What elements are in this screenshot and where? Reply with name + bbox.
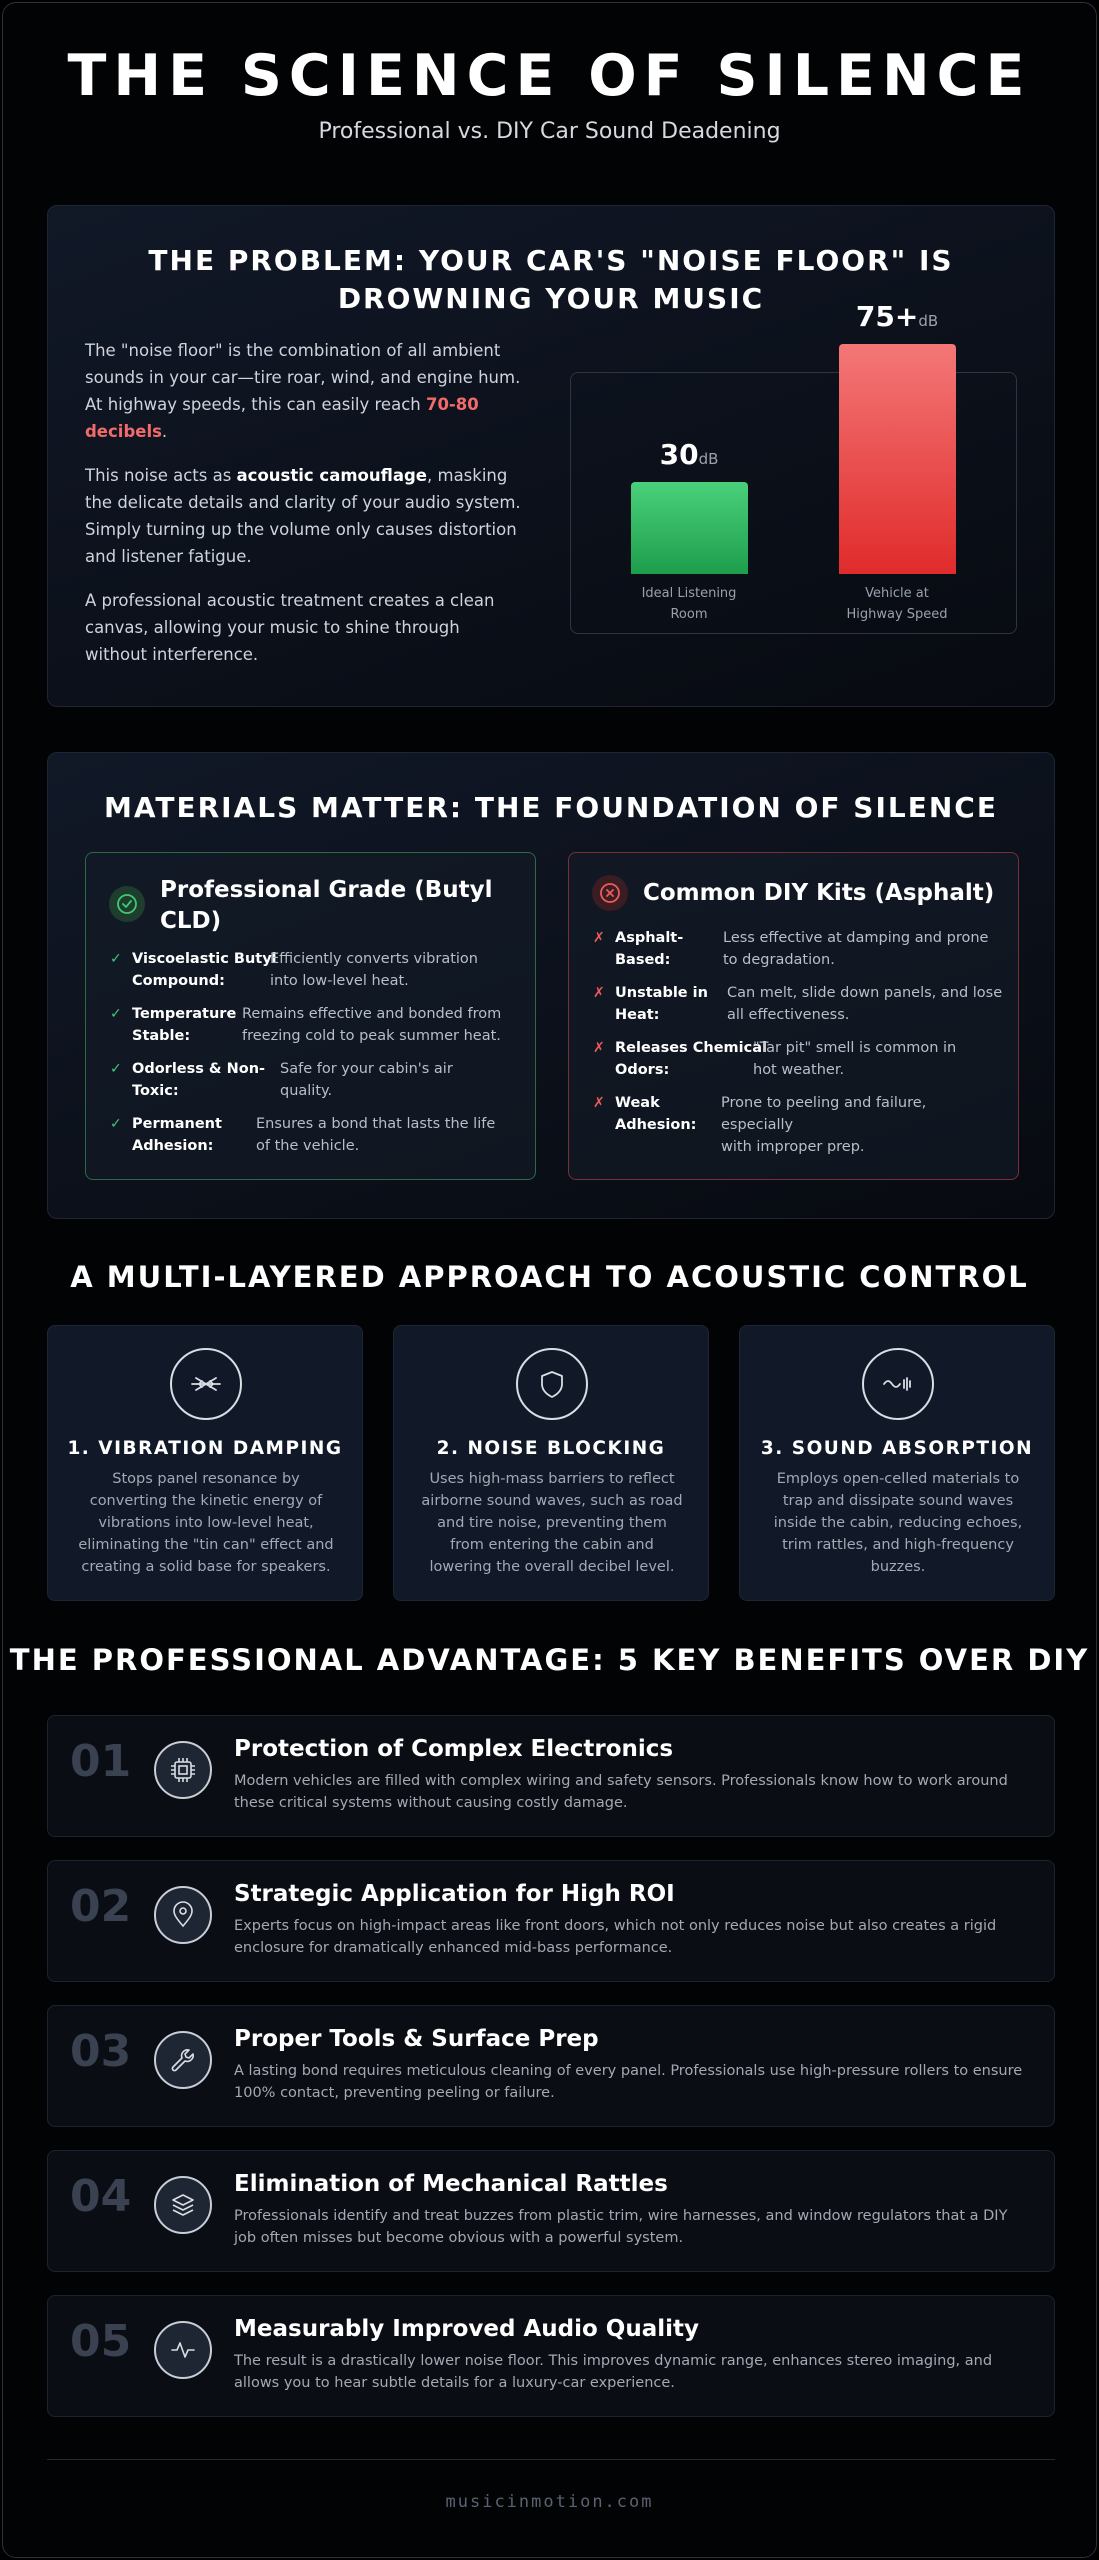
feature-name xyxy=(132,1058,265,1102)
benefit-title: Elimination of Mechanical Rattles xyxy=(234,2171,668,2197)
feature-desc-line: to degradation. xyxy=(723,952,835,968)
feature-name-line: Odors: xyxy=(615,1062,670,1078)
benefit-item-01 xyxy=(47,1715,1055,1837)
feature-desc-line: Less effective at damping and prone xyxy=(723,930,989,946)
feature-desc-line: into low-level heat. xyxy=(270,973,409,989)
problem-p1-end: . xyxy=(161,422,168,441)
layers-section-title: A MULTI-LAYERED APPROACH TO ACOUSTIC CONTROL xyxy=(70,1260,1029,1294)
layer-desc-line: from entering the cabin and xyxy=(450,1537,654,1553)
location-pin-icon xyxy=(154,1886,212,1944)
layer-desc-sound-absorption xyxy=(762,1468,1034,1578)
feature-name-line: Heat: xyxy=(615,1007,660,1023)
benefit-item-03 xyxy=(47,2005,1055,2127)
feature-description xyxy=(723,927,988,971)
feature-desc-line: Safe for your cabin's air xyxy=(280,1061,453,1077)
layer-desc-line: trap and dissipate sound waves xyxy=(782,1493,1014,1509)
problem-paragraph-2 xyxy=(85,462,525,570)
feature-name xyxy=(615,1037,767,1081)
benefit-description xyxy=(234,1770,1034,1814)
layer-desc-line: and tire noise, preventing them xyxy=(437,1515,667,1531)
bar-category-label xyxy=(599,583,779,625)
benefit-desc-line: A lasting bond requires meticulous cleaning of every panel. Professionals use high-pressure rollers to ensure xyxy=(234,2063,1023,2079)
layer-desc-line: airborne sound waves, such as road xyxy=(421,1493,683,1509)
layer-card-vibration-damping xyxy=(47,1325,363,1601)
benefit-desc-line: Experts focus on high-impact areas like front doors, which not only reduces noise but also creates a rigid xyxy=(234,1918,997,1934)
feature-description xyxy=(280,1058,453,1102)
diy-kits-card xyxy=(568,852,1019,1180)
sound-wave-icon xyxy=(862,1348,934,1420)
problem-paragraph-1 xyxy=(85,337,525,445)
layer-desc-line: creating a solid base for speakers. xyxy=(81,1559,331,1575)
feature-description xyxy=(256,1113,495,1157)
feature-name-line: Unstable in xyxy=(615,985,708,1001)
layer-desc-line: eliminating the "tin can" effect and xyxy=(78,1537,334,1553)
layer-desc-line: converting the kinetic energy of xyxy=(89,1493,323,1509)
benefit-description xyxy=(234,1915,1034,1959)
layer-desc-line: Uses high-mass barriers to reflect xyxy=(429,1471,675,1487)
footer-divider xyxy=(47,2459,1055,2460)
problem-p1-text: The "noise floor" is the combination of all ambient sounds in your car—tire roar, wind, and engine hum. At highway speeds, this can easily reach xyxy=(85,341,521,414)
bar-label-line: Highway Speed xyxy=(846,607,948,622)
benefit-description xyxy=(234,2205,1034,2249)
cross-icon: ✗ xyxy=(593,930,605,946)
feature-name-line: Viscoelastic Butyl xyxy=(132,951,277,967)
bar-value: 30 xyxy=(659,438,699,471)
page-title: THE SCIENCE OF SILENCE xyxy=(67,43,1032,109)
bar-label-line: Room xyxy=(670,607,708,622)
feature-name-line: Asphalt- xyxy=(615,930,684,946)
check-icon: ✓ xyxy=(110,1006,122,1022)
problem-p2-end: , masking the delicate details and clarity of your audio system. Simply turning up the volume only causes distortion and listener fatigue. xyxy=(85,466,521,566)
benefit-number: 03 xyxy=(70,2026,132,2077)
layer-desc-vibration-damping xyxy=(70,1468,342,1578)
decibel-highlight: 70-80 decibels xyxy=(85,395,479,441)
feature-name xyxy=(132,1113,222,1157)
layer-desc-line: Employs open-celled materials to xyxy=(776,1471,1020,1487)
feature-name xyxy=(132,1003,236,1047)
layer-desc-line: inside the cabin, reducing echoes, xyxy=(773,1515,1023,1531)
problem-p2-text: This noise acts as xyxy=(85,466,237,485)
layer-title-vibration-damping: 1. VIBRATION DAMPING xyxy=(67,1438,343,1459)
bar-value: 75+ xyxy=(855,300,919,333)
layer-desc-line: trim rattles, and high-frequency xyxy=(782,1537,1014,1553)
feature-description xyxy=(727,982,1002,1026)
feature-name-line: Adhesion: xyxy=(615,1117,697,1133)
benefit-item-04 xyxy=(47,2150,1055,2272)
feature-name xyxy=(615,1092,696,1136)
activity-icon xyxy=(154,2321,212,2379)
cross-icon: ✗ xyxy=(593,985,605,1001)
materials-panel xyxy=(47,752,1055,1219)
shield-icon xyxy=(516,1348,588,1420)
bar-category-label xyxy=(807,583,987,625)
benefit-title: Measurably Improved Audio Quality xyxy=(234,2316,700,2342)
feature-description xyxy=(270,948,478,992)
benefit-desc-line: Modern vehicles are filled with complex wiring and safety sensors. Professionals know how to work around xyxy=(234,1773,1008,1789)
feature-desc-line: quality. xyxy=(280,1083,333,1099)
benefit-number: 02 xyxy=(70,1881,132,1932)
benefit-description xyxy=(234,2060,1034,2104)
layer-desc-line: lowering the overall decibel level. xyxy=(429,1559,675,1575)
layer-title-noise-blocking: 2. NOISE BLOCKING xyxy=(436,1438,666,1459)
bar-unit: dB xyxy=(918,312,939,330)
feature-description xyxy=(721,1092,1003,1158)
layer-title-sound-absorption: 3. SOUND ABSORPTION xyxy=(760,1438,1034,1459)
feature-desc-line: Prone to peeling and failure, especially xyxy=(721,1095,927,1133)
benefit-desc-line: allows you to hear subtle details for a luxury-car experience. xyxy=(234,2375,675,2391)
benefit-desc-line: The result is a drastically lower noise floor. This improves dynamic range, enhances stereo imaging, and xyxy=(234,2353,993,2369)
benefit-number: 01 xyxy=(70,1736,132,1787)
benefit-item-05 xyxy=(47,2295,1055,2417)
feature-desc-line: of the vehicle. xyxy=(256,1138,360,1154)
feature-desc-line: freezing cold to peak summer heat. xyxy=(242,1028,501,1044)
benefit-number: 04 xyxy=(70,2171,132,2222)
bar-ideal-listening-room xyxy=(631,482,748,574)
materials-title: MATERIALS MATTER: THE FOUNDATION OF SILENCE xyxy=(104,791,998,824)
bar-label-line: Ideal Listening xyxy=(641,586,737,601)
professional-grade-card xyxy=(85,852,536,1180)
check-icon: ✓ xyxy=(110,951,122,967)
infographic-frame xyxy=(2,2,1097,2558)
feature-name-line: Permanent xyxy=(132,1116,222,1132)
bar-label-line: Vehicle at xyxy=(865,586,929,601)
feature-desc-line: with improper prep. xyxy=(721,1139,865,1155)
feature-name-line: Weak xyxy=(615,1095,660,1111)
feature-name-line: Stable: xyxy=(132,1028,191,1044)
bar-value-label xyxy=(609,438,769,471)
feature-description xyxy=(753,1037,956,1081)
chip-icon xyxy=(154,1741,212,1799)
benefit-description xyxy=(234,2350,1034,2394)
layer-desc-line: buzzes. xyxy=(870,1559,926,1575)
problem-paragraph-3: A professional acoustic treatment creates a clean canvas, allowing your music to shine through without interference. xyxy=(85,591,495,664)
feature-desc-line: Remains effective and bonded from xyxy=(242,1006,502,1022)
benefit-desc-line: job often misses but become obvious with a powerful system. xyxy=(234,2230,684,2246)
layer-desc-line: Stops panel resonance by xyxy=(112,1471,300,1487)
feature-name xyxy=(132,948,277,992)
problem-title-line1: THE PROBLEM: YOUR CAR'S "NOISE FLOOR" IS xyxy=(148,244,954,277)
footer-site-link[interactable]: musicinmotion.com xyxy=(445,2492,654,2512)
x-circle-icon xyxy=(592,875,628,911)
feature-description xyxy=(242,1003,501,1047)
benefits-section-title: THE PROFESSIONAL ADVANTAGE: 5 KEY BENEFITS OVER DIY xyxy=(9,1643,1090,1677)
benefit-desc-line: 100% contact, preventing peeling or failure. xyxy=(234,2085,555,2101)
feature-desc-line: all effectiveness. xyxy=(727,1007,850,1023)
benefit-title: Strategic Application for High ROI xyxy=(234,1881,675,1907)
feature-name-line: Based: xyxy=(615,952,671,968)
feature-name-line: Temperature xyxy=(132,1006,237,1022)
pro-title-line2: CLD) xyxy=(160,908,222,934)
feature-desc-line: "Tar pit" smell is common in xyxy=(753,1040,957,1056)
layer-card-sound-absorption xyxy=(739,1325,1055,1601)
acoustic-camouflage-bold: acoustic camouflage xyxy=(236,466,427,485)
layer-card-noise-blocking xyxy=(393,1325,709,1601)
feature-desc-line: Efficiently converts vibration xyxy=(270,951,478,967)
problem-text xyxy=(85,337,525,685)
check-icon: ✓ xyxy=(110,1116,122,1132)
feature-desc-line: hot weather. xyxy=(753,1062,845,1078)
page-subtitle: Professional vs. DIY Car Sound Deadening xyxy=(318,119,781,144)
benefit-desc-line: enclosure for dramatically enhanced mid-bass performance. xyxy=(234,1940,673,1956)
feature-name-line: Releases Chemical xyxy=(615,1040,767,1056)
bar-vehicle-highway-speed xyxy=(839,344,956,574)
feature-name xyxy=(615,982,708,1026)
check-icon: ✓ xyxy=(110,1061,122,1077)
layer-desc-noise-blocking xyxy=(416,1468,688,1578)
cross-icon: ✗ xyxy=(593,1040,605,1056)
pro-title-line1: Professional Grade (Butyl xyxy=(160,877,493,903)
diy-kits-title: Common DIY Kits (Asphalt) xyxy=(643,880,995,906)
layers-icon xyxy=(154,2176,212,2234)
check-circle-icon xyxy=(109,886,145,922)
benefit-title: Proper Tools & Surface Prep xyxy=(234,2026,599,2052)
benefit-desc-line: Professionals identify and treat buzzes from plastic trim, wire harnesses, and window regulators that a DIY xyxy=(234,2208,1008,2224)
feature-name-line: Adhesion: xyxy=(132,1138,214,1154)
feature-desc-line: Can melt, slide down panels, and lose xyxy=(727,985,1003,1001)
benefit-title: Protection of Complex Electronics xyxy=(234,1736,674,1762)
cross-icon: ✗ xyxy=(593,1095,605,1111)
benefit-desc-line: these critical systems without causing costly damage. xyxy=(234,1795,628,1811)
problem-panel xyxy=(47,205,1055,707)
bar-unit: dB xyxy=(698,450,719,468)
vibration-icon xyxy=(170,1348,242,1420)
benefit-item-02 xyxy=(47,1860,1055,1982)
benefit-number: 05 xyxy=(70,2316,132,2367)
professional-grade-title xyxy=(160,875,520,937)
feature-name-line: Toxic: xyxy=(132,1083,179,1099)
wrench-icon xyxy=(154,2031,212,2089)
problem-title-line2: DROWNING YOUR MUSIC xyxy=(337,282,765,315)
feature-name-line: Odorless & Non- xyxy=(132,1061,266,1077)
bar-value-label xyxy=(817,300,977,333)
feature-desc-line: Ensures a bond that lasts the life xyxy=(256,1116,496,1132)
feature-name xyxy=(615,927,683,971)
layer-desc-line: vibrations into low-level heat, xyxy=(98,1515,314,1531)
feature-name-line: Compound: xyxy=(132,973,225,989)
